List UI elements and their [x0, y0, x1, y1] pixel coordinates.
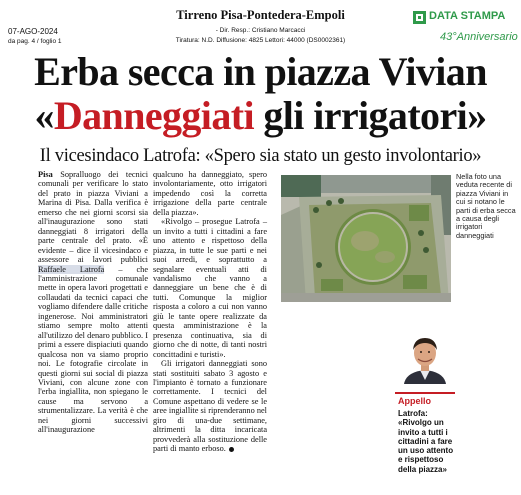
column-1-paragraph [38, 170, 148, 435]
piazza-aerial-photo [281, 175, 451, 302]
headline-rest: gli irrigatori» [253, 93, 487, 138]
dateline-lead: Pisa [38, 170, 53, 179]
column-2-paragraph-3 [153, 359, 267, 454]
column-2-paragraph-3-text: Gli irrigatori danneggiati sono stati sostituiti sabato 3 agosto e l'impianto è tornato a funzionare correttamente. I tecnici del Comune aspettano di vedere se le aree ingiallite si riprenderanno nel giro di una-due settimane, altrimenti la ditta incaricata provvederà alla sostituzione delle parti di manto erboso. [153, 359, 267, 454]
highlighted-name: Raffaele Latrofa [38, 264, 105, 274]
column-2-paragraph-1: qualcuno ha danneggiato, spero involontariamente, otto irrigatori impedendo così la corretta irrigazione della parte centrale della piazza». [153, 170, 267, 217]
headline-red-word: Danneggiati [53, 93, 254, 138]
data-stampa-logo-icon [413, 11, 426, 24]
circulation-line: Tiratura: N.D. Diffusione: 4825 Lettori: 44000 (DS0002361) [175, 37, 346, 44]
appello-title: Appello [398, 396, 431, 406]
data-stampa-anniversary: 43°Anniversario [440, 31, 518, 43]
director-line: - Dir. Resp.: Cristiano Marcacci [215, 27, 306, 34]
photo-caption: Nella foto una veduta recente di piazza Viviani in cui si notano le parti di erba secca a causa degli irrigatori danneggiati [456, 172, 516, 240]
article-end-mark [229, 447, 234, 452]
appello-rule [395, 392, 455, 394]
article-column-2 [153, 170, 267, 454]
data-stampa-brand: DATA STAMPA [429, 10, 506, 22]
headline-line-1: Erba secca in piazza Vivian [34, 49, 487, 94]
column-2-paragraph-2: «Rivolgo – prosegue Latrofa – un invito a tutti i cittadini a fare uno attento e rispettoso della piazza, in tutte le sue parti e nei suoi arredi, e soprattutto a segnalare eventuali atti di vandalismo che vanno a danneggiare un bene che è di tutti. Comunque la miglior risposta a coloro a cui non vanno giù le tante opere realizzate da questa amministrazione è la presenza continuativa, sia di giorno che di notte, di tanti nostri concittadini e turisti». [153, 217, 267, 359]
headline-open-quote: « [34, 93, 54, 138]
publication-name: Tirreno Pisa-Pontedera-Empoli [176, 8, 345, 22]
clipping-page-info: da pag. 4 / foglio 1 [8, 38, 62, 45]
article-column-1 [38, 170, 148, 435]
column-1-text-part-2: – che l'amministrazione comunale mette in opera lavori progettati e collaudati da tecnici capaci che vogliamo difendere dalle critiche ingenerose. Noi amministratori stiamo sempre molto attenti all'utilizzo del denaro pubblico. I primi a essere dispiaciuti quando qualcosa non va siamo proprio noi. Le fotografie circolate in questi giorni sui social di piazza Viviani, con alcune zone con l'erba ingiallita, non spiegano le cause ma servono a strumentalizzare. La verità è che nei giorni successivi all'inaugurazione [38, 264, 149, 435]
appello-quote: Latrofa: «Rivolgo un invito a tutti i cittadini a fare un uso attento e rispettoso della piazza» [398, 409, 454, 474]
subheadline: Il vicesindaco Latrofa: «Spero sia stato un gesto involontario» [39, 146, 482, 166]
latrofa-portrait [400, 332, 450, 384]
headline-line-2 [0, 93, 521, 138]
column-1-text-part-1: Sopralluogo dei tecnici comunali per verificare lo stato del prato in piazza Viviani a Marina di Pisa. Dalla verifica è emerso che nei giorni scorsi sia all'inaugurazione sono stati danneggiati 8 irrigatori della parte centrale del prato. «È evidente – dice il vicesindaco e assessore ai lavori pubblici [38, 170, 148, 265]
clipping-date: 07-AGO-2024 [8, 27, 58, 36]
